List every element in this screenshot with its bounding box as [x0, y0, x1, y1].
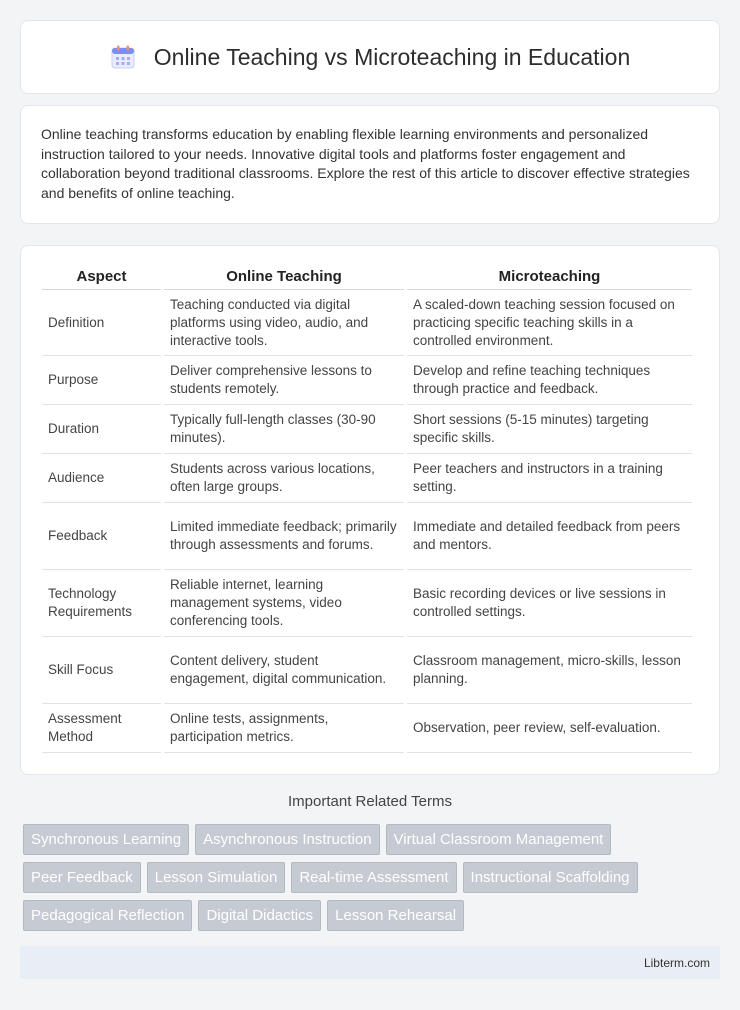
- table-cell: A scaled-down teaching session focused on practicing specific teaching skills in a controlled environment.: [407, 290, 692, 356]
- table-cell: Online tests, assignments, participation metrics.: [164, 704, 404, 753]
- table-cell: Classroom management, micro-skills, lesson planning.: [407, 637, 692, 704]
- related-term-tag[interactable]: Synchronous Learning: [23, 824, 189, 855]
- comparison-table: [39, 264, 695, 753]
- table-cell: Short sessions (5-15 minutes) targeting specific skills.: [407, 405, 692, 454]
- calendar-icon: [110, 44, 136, 70]
- related-term-tag[interactable]: Virtual Classroom Management: [386, 824, 612, 855]
- footer: [20, 946, 720, 979]
- table-cell: Limited immediate feedback; primarily through assessments and forums.: [164, 503, 404, 570]
- footer-site-link[interactable]: Libterm.com: [643, 955, 710, 970]
- related-terms-tags: [20, 824, 720, 931]
- table-cell: Feedback: [42, 503, 161, 570]
- table-row: [42, 405, 692, 454]
- table-row: [42, 704, 692, 753]
- table-cell: Observation, peer review, self-evaluation.: [407, 704, 692, 753]
- related-terms-title: Important Related Terms: [288, 793, 452, 810]
- table-cell: Skill Focus: [42, 637, 161, 704]
- table-cell: Develop and refine teaching techniques through practice and feedback.: [407, 356, 692, 405]
- column-header-online: Online Teaching: [164, 264, 404, 290]
- column-header-micro: Microteaching: [407, 264, 692, 290]
- table-cell: Assessment Method: [42, 704, 161, 753]
- table-cell: Duration: [42, 405, 161, 454]
- table-cell: Audience: [42, 454, 161, 503]
- table-cell: Immediate and detailed feedback from peers and mentors.: [407, 503, 692, 570]
- intro-card: [20, 105, 720, 224]
- table-cell: Technology Requirements: [42, 570, 161, 637]
- related-term-tag[interactable]: Digital Didactics: [198, 900, 321, 931]
- related-terms-section: [20, 793, 720, 931]
- related-term-tag[interactable]: Peer Feedback: [23, 862, 141, 893]
- related-term-tag[interactable]: Real-time Assessment: [291, 862, 456, 893]
- table-row: [42, 503, 692, 570]
- table-cell: Purpose: [42, 356, 161, 405]
- column-header-aspect: Aspect: [42, 264, 161, 290]
- page-title: Online Teaching vs Microteaching in Education: [153, 43, 631, 70]
- table-cell: Peer teachers and instructors in a training setting.: [407, 454, 692, 503]
- table-cell: Reliable internet, learning management systems, video conferencing tools.: [164, 570, 404, 637]
- table-cell: Deliver comprehensive lessons to students remotely.: [164, 356, 404, 405]
- table-row: [42, 637, 692, 704]
- related-term-tag[interactable]: Pedagogical Reflection: [23, 900, 192, 931]
- table-row: [42, 454, 692, 503]
- header-card: [20, 20, 720, 94]
- related-term-tag[interactable]: Instructional Scaffolding: [463, 862, 638, 893]
- table-row: [42, 356, 692, 405]
- table-cell: Typically full-length classes (30-90 minutes).: [164, 405, 404, 454]
- table-cell: Content delivery, student engagement, digital communication.: [164, 637, 404, 704]
- related-term-tag[interactable]: Lesson Simulation: [147, 862, 286, 893]
- table-row: [42, 290, 692, 356]
- table-cell: Basic recording devices or live sessions in controlled settings.: [407, 570, 692, 637]
- table-cell: Students across various locations, often large groups.: [164, 454, 404, 503]
- table-header-row: [42, 264, 692, 290]
- table-cell: Definition: [42, 290, 161, 356]
- related-term-tag[interactable]: Asynchronous Instruction: [195, 824, 379, 855]
- related-term-tag[interactable]: Lesson Rehearsal: [327, 900, 464, 931]
- intro-text: Online teaching transforms education by enabling flexible learning environments and personalized instruction tailored to your needs. Innovative digital tools and platforms foster engagement and collaboration beyond traditional classrooms. Explore the rest of this article to discover effective strategies and benefits of online teaching.: [41, 126, 690, 201]
- table-row: [42, 570, 692, 637]
- table-cell: Teaching conducted via digital platforms using video, audio, and interactive tools.: [164, 290, 404, 356]
- comparison-card: [20, 245, 720, 775]
